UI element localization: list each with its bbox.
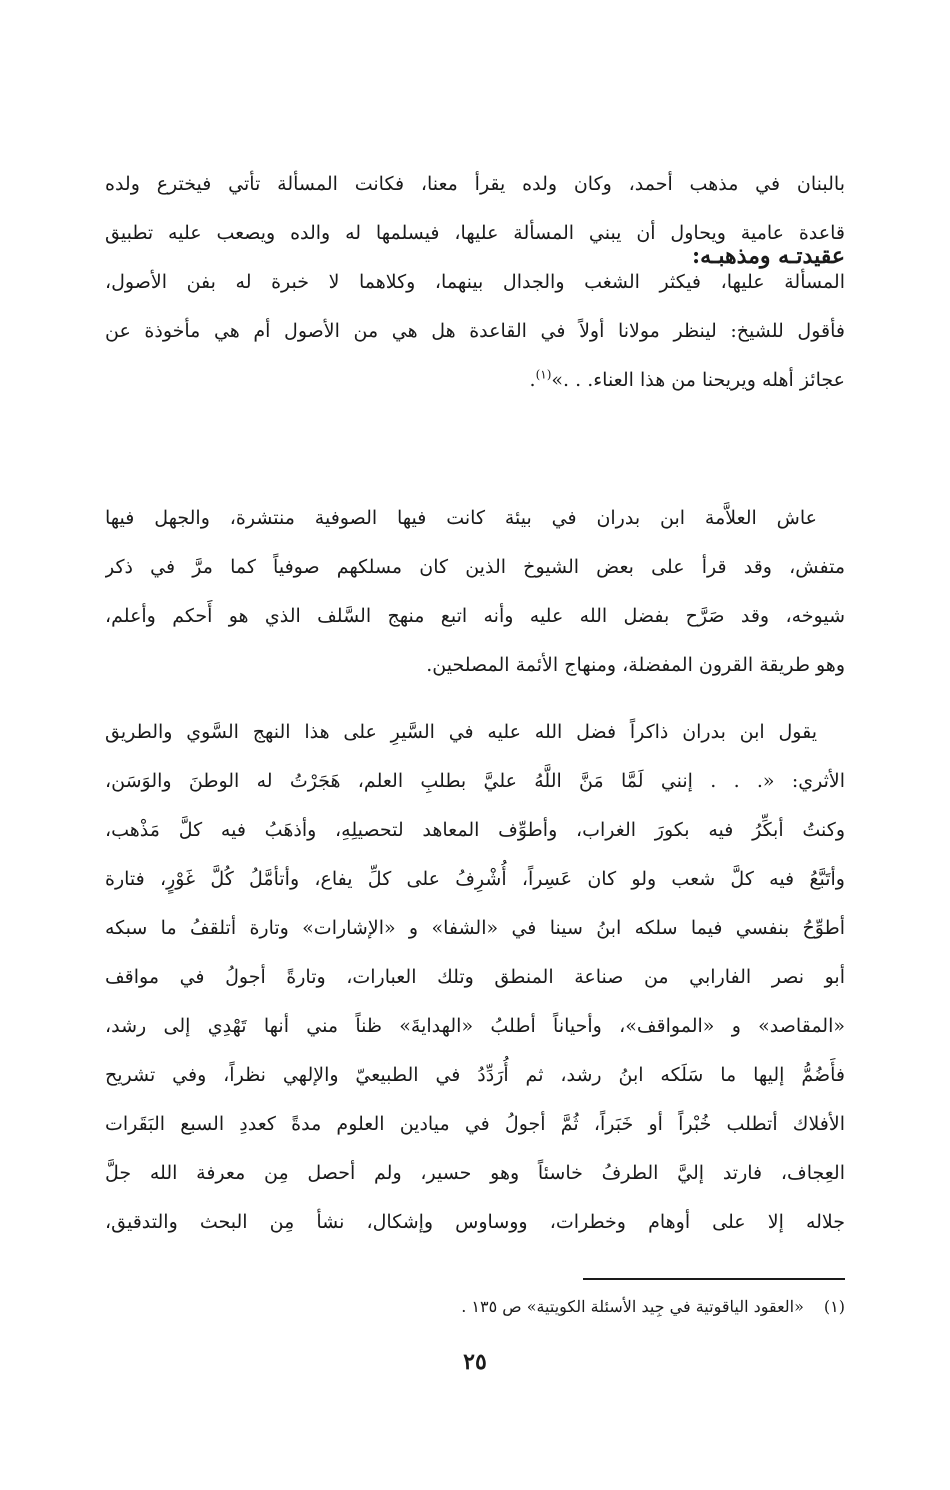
text-line: بالبنان في مذهب أحمد، وكان ولده يقرأ معنا، فكانت المسألة تأتي فيخترع ولده	[105, 173, 845, 195]
text-line: المسألة عليها، فيكثر الشغب والجدال بينهما، وكلاهما لا خبرة له بفن الأصول،	[105, 271, 845, 293]
paragraph-quote	[105, 708, 845, 1247]
footnote-divider	[583, 1278, 845, 1280]
text-line: قاعدة عامية ويحاول أن يبني المسألة عليها، فيسلمها له والده ويصعب عليه تطبيق	[105, 222, 845, 244]
text-line-content: عجائز أهله ويريحنا من هذا العناء. . .»	[551, 369, 845, 391]
text-line: الأثري: «. . . إنني لَمَّا مَنَّ اللَّهُ عليَّ بطلبِ العلم، هَجَرْتُ له الوطنَ والوَسَن،	[105, 770, 845, 792]
text-line: الأفلاك أتطلب خُبْراً أو خَبَراً، ثُمَّ أجولُ في ميادين العلوم مدةً كعددِ السبع البَقَرات	[105, 1113, 845, 1135]
page-number: ٢٥	[463, 1349, 487, 1375]
text-line: شيوخه، وقد صَرَّح بفضل الله عليه وأنه اتبع منهج السَّلف الذي هو أَحكم وأعلم،	[105, 605, 845, 627]
text-line: أبو نصر الفارابي من صناعة المنطق وتلك العبارات، وتارةً أجولُ في مواقف	[105, 966, 845, 988]
text-line: عاش العلاَّمة ابن بدران في بيئة كانت فيها الصوفية منتشرة، والجهل فيها	[105, 507, 817, 529]
text-line-last: وهو طريقة القرون المفضلة، ومنهاج الأئمة المصلحين.	[426, 654, 845, 676]
section-heading: عقيدتـه ومذهبـه:	[691, 243, 845, 269]
text-line: وأتَبَّعُ فيه كلَّ شعب ولو كان عَسِراً، أُشْرِفُ على كلِّ يفاع، وأتأمَّلُ كُلَّ غَوْرٍ، فتارة	[105, 868, 845, 890]
sentence-end: .	[529, 369, 536, 391]
text-line-last	[105, 356, 845, 405]
paragraph-continuation	[105, 160, 845, 405]
footnote-marker: (١)	[535, 367, 552, 382]
paragraph-creed	[105, 494, 845, 690]
text-line: فأقول للشيخ: لينظر مولانا أولاً في القاعدة هل هي من الأصول أم هي مأخوذة عن	[105, 320, 845, 342]
text-line: متفش، وقد قرأ على بعض الشيوخ الذين كان مسلكهم صوفياً كما مرَّ في ذكر	[105, 556, 845, 578]
text-line: وكنتُ أبكِّرُ فيه بكورَ الغراب، وأطوِّف المعاهد لتحصيلِهِ، وأذهَبُ فيه كلَّ مَذْهب،	[105, 819, 845, 841]
text-line: جلاله إلا على أوهام وخطرات، ووساوس وإشكال، نشأ مِن البحث والتدقيق،	[105, 1211, 845, 1233]
text-line: «المقاصد» و «المواقف»، وأحياناً أطلبُ «الهدايةَ» ظناً مني أنها تَهْدِي إلى رشد،	[105, 1015, 845, 1037]
footnote	[105, 1292, 845, 1322]
text-line: أطوِّحُ بنفسي فيما سلكه ابنُ سينا في «الشفا» و «الإشارات» وتارة أتلقفُ ما سبكه	[105, 917, 845, 939]
text-line: فأَضُمُّ إليها ما سَلَكه ابنُ رشد، ثم أُرَدِّدُ في الطبيعيّ والإلهي نظراً، وفي تشريح	[105, 1064, 845, 1086]
text-line: يقول ابن بدران ذاكراً فضل الله عليه في السَّيرِ على هذا النهج السَّوي والطريق	[105, 721, 817, 743]
footnote-number: (١)	[823, 1297, 845, 1316]
footnote-text: «العقود الياقوتية في جِيد الأسئلة الكويتية» ص ١٣٥ .	[461, 1297, 804, 1316]
text-line: العِجاف، فارتد إليَّ الطرفُ خاسئاً وهو حسير، ولم أحصل مِن معرفة الله جلَّ	[105, 1162, 845, 1184]
book-page	[105, 0, 845, 1490]
